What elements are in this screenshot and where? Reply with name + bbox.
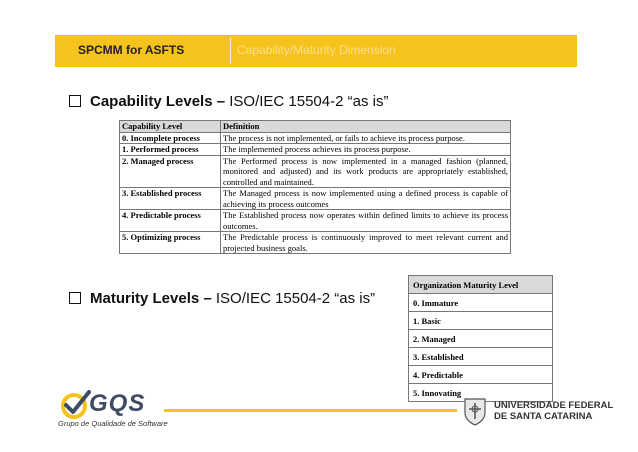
table-row [409,366,553,384]
gqs-logo-text: GQS [89,390,146,417]
capability-level-cell: 2. Managed process [120,155,221,188]
title-bar [55,35,577,67]
capability-level-cell: 0. Incomplete process [120,132,221,144]
slide-subtitle: Capability/Maturity Dimension [237,43,396,57]
ufsc-crest-icon [462,397,488,427]
table-row [120,210,511,232]
maturity-level-cell: 4. Predictable [409,366,553,384]
definition-cell: The Performed process is now implemented in a managed fashion (planned, monitored and adjusted) and its work products are appropriately established, controlled and maintained. [221,155,511,188]
table-row [409,294,553,312]
bullet-capability [69,93,388,110]
maturity-level-cell: 1. Basic [409,312,553,330]
bullet-maturity-text: ISO/IEC 15504-2 “as is” [211,290,376,307]
table-row [120,188,511,210]
table-row [120,155,511,188]
definition-cell: The Predictable process is continuously improved to meet relevant current and projected business goals. [221,232,511,254]
table-row [120,144,511,156]
capability-level-cell: 5. Optimizing process [120,232,221,254]
definition-cell: The Managed process is now implemented using a defined process is capable of achieving its process outcomes [221,188,511,210]
maturity-level-cell: 2. Managed [409,330,553,348]
gqs-check-icon [58,390,92,420]
table-header-row [409,276,553,294]
capability-level-cell: 1. Performed process [120,144,221,156]
bullet-maturity [69,290,375,307]
maturity-levels-table [408,275,553,402]
capability-level-cell: 4. Predictable process [120,210,221,232]
maturity-level-cell: 3. Established [409,348,553,366]
table-row [120,232,511,254]
slide-title: SPCMM for ASFTS [78,43,185,57]
ufsc-logo-text [494,400,613,422]
definition-cell: The Established process now operates within defined limits to achieve its process outcomes. [221,210,511,232]
footer-divider [164,409,457,412]
bullet-capability-bold: Capability Levels – [90,93,226,110]
title-divider [230,38,231,64]
maturity-level-cell: 0. Immature [409,294,553,312]
definition-cell: The implemented process achieves its process purpose. [221,144,511,156]
capability-level-cell: 3. Established process [120,188,221,210]
bullet-maturity-bold: Maturity Levels – [90,290,212,307]
ufsc-line-2: DE SANTA CATARINA [494,411,593,422]
column-header: Definition [221,121,511,133]
bullet-capability-text: ISO/IEC 15504-2 “as is” [225,93,389,110]
table-row [120,132,511,144]
ufsc-line-1: UNIVERSIDADE FEDERAL [494,400,614,411]
table-row [409,330,553,348]
gqs-logo-subtitle: Grupo de Qualidade de Software [58,419,168,428]
column-header: Capability Level [120,121,221,133]
checkbox-bullet-icon [69,95,81,107]
table-header-row [120,121,511,133]
checkbox-bullet-icon [69,292,81,304]
maturity-level-cell: 5. Innovating [409,384,553,402]
column-header: Organization Maturity Level [409,276,553,294]
table-row [409,312,553,330]
definition-cell: The process is not implemented, or fails to achieve its process purpose. [221,132,511,144]
capability-levels-table [119,120,511,254]
table-row [409,348,553,366]
